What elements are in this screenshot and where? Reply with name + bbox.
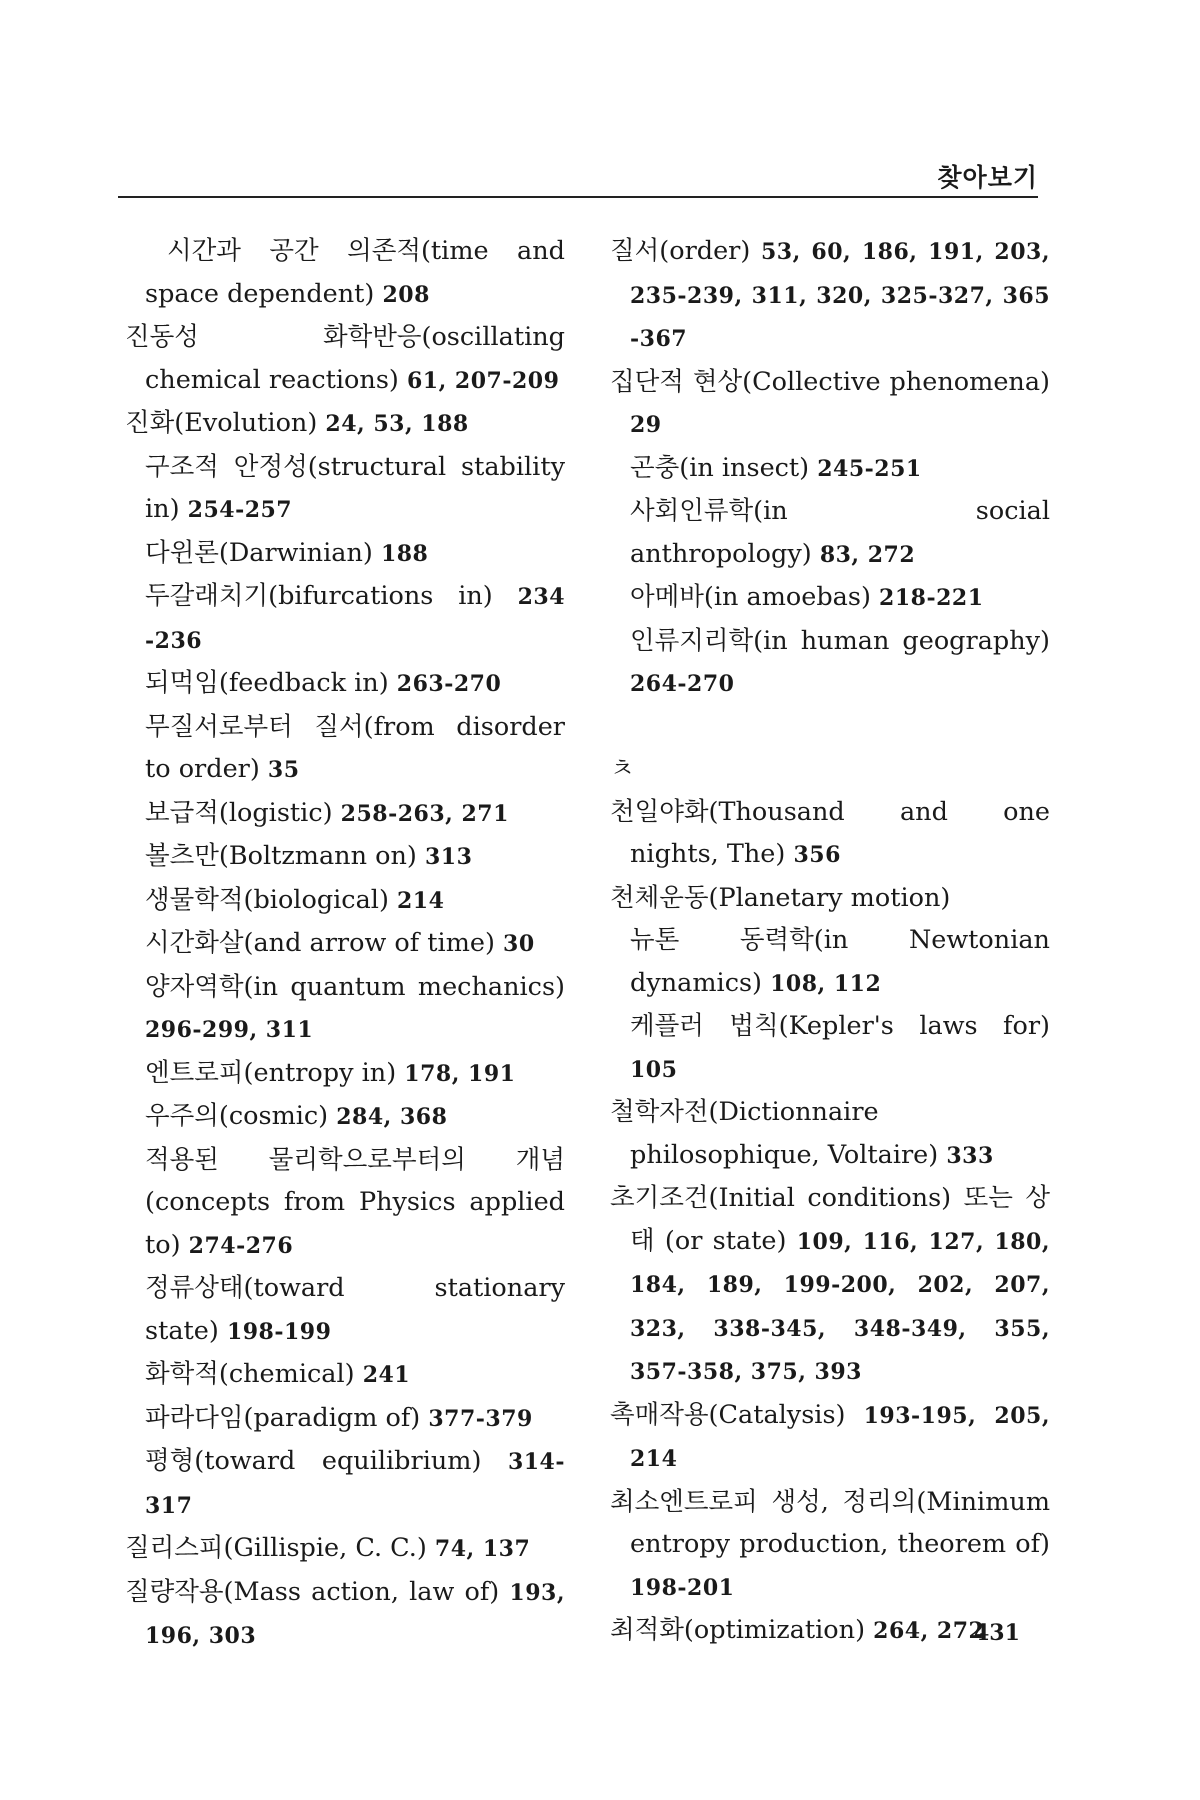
entry-term: 두갈래치기(bifurcations in) xyxy=(145,581,493,611)
entry-pages: 314-317 xyxy=(145,1449,565,1519)
entry-pages: 296-299, 311 xyxy=(145,1017,314,1043)
index-entry xyxy=(125,662,565,706)
index-entry xyxy=(125,1571,565,1658)
index-entry xyxy=(610,1005,1050,1091)
entry-pages: 53, 60, 186, 191, 203, 235-239, 311, 320, 325-327, 365 -367 xyxy=(630,239,1050,352)
entry-pages: 198-199 xyxy=(226,1318,332,1345)
entry-pages: 105 xyxy=(630,1056,678,1083)
index-entry xyxy=(125,1095,565,1139)
entry-pages: 263-270 xyxy=(396,671,502,697)
entry-term: 촉매작용(Catalysis) xyxy=(610,1399,846,1430)
running-head: 찾아보기 xyxy=(937,163,1038,192)
index-entry xyxy=(125,532,565,576)
entry-term: 질리스피(Gillispie, C. C.) xyxy=(125,1533,427,1563)
index-entry xyxy=(610,919,1050,1005)
entry-pages: 188 xyxy=(380,540,429,567)
entry-pages: 74, 137 xyxy=(434,1536,531,1562)
entry-pages: 30 xyxy=(503,931,535,957)
entry-pages: 24, 53, 188 xyxy=(325,411,469,437)
entry-pages: 284, 368 xyxy=(336,1104,448,1130)
entry-pages: 208 xyxy=(382,281,430,308)
index-entry xyxy=(125,230,565,316)
entry-pages: 178, 191 xyxy=(404,1060,516,1087)
entry-pages: 254-257 xyxy=(187,497,293,523)
entry-term: 파라다임(paradigm of) xyxy=(145,1402,421,1433)
entry-pages: 61, 207-209 xyxy=(406,367,560,394)
section-letter: ㅊ xyxy=(610,754,635,784)
entry-term: 초기조건(Initial conditions) 또는 상태 (or state) xyxy=(610,1183,1050,1256)
entry-pages: 313 xyxy=(424,844,473,870)
entry-pages: 356 xyxy=(793,842,841,868)
entry-term: 다윈론(Darwinian) xyxy=(145,537,373,568)
index-entry xyxy=(610,620,1050,706)
entry-term: 진동성 화학반응(oscillating chemical reactions) xyxy=(125,322,565,395)
entry-term: 정류상태(toward stationary state) xyxy=(145,1273,565,1346)
entry-term: 질량작용(Mass action, law of) xyxy=(125,1576,500,1607)
entry-pages: 218-221 xyxy=(879,585,984,611)
index-entry xyxy=(125,402,565,446)
index-entry xyxy=(610,230,1050,361)
entry-term: 케플러 법칙(Kepler's laws for) xyxy=(630,1011,1050,1041)
index-entry xyxy=(125,446,565,532)
entry-term: 양자역학(in quantum mechanics) xyxy=(145,971,565,1002)
entry-term: 진화(Evolution) xyxy=(125,408,318,438)
entry-term: 볼츠만(Boltzmann on) xyxy=(145,841,417,871)
entry-pages: 109, 116, 127, 180, 184, 189, 199-200, 202, 207, 323, 338-345, 348-349, 355, 357-358, 375, 393 xyxy=(630,1228,1050,1385)
index-entry xyxy=(125,922,565,966)
entry-pages: 35 xyxy=(267,757,300,783)
index-entry xyxy=(125,1267,565,1353)
index-entry xyxy=(125,792,565,836)
entry-pages: 274-276 xyxy=(188,1232,294,1259)
index-entry xyxy=(125,706,565,792)
entry-term: 무질서로부터 질서(from disorder to order) xyxy=(145,711,565,784)
entry-term: 생물학적(biological) xyxy=(145,884,389,915)
entry-pages: 264-270 xyxy=(630,671,735,697)
index-entry xyxy=(125,1527,565,1571)
index-entry xyxy=(610,1091,1050,1177)
index-column-right xyxy=(610,230,1050,1653)
entry-term: 적용된 물리학으로부터의 개념(concepts from Physics applied to) xyxy=(145,1144,565,1260)
index-entry xyxy=(125,1440,565,1527)
entry-term: 최소엔트로피 생성, 정리의(Minimum entropy production, theorem of) xyxy=(610,1486,1050,1559)
entry-term: 천일야화(Thousand and one nights, The) xyxy=(610,796,1050,869)
index-entry xyxy=(610,1394,1050,1481)
page-number: 431 xyxy=(974,1620,1020,1646)
entry-term: 질서(order) xyxy=(610,236,751,266)
header-rule xyxy=(118,196,1038,198)
index-entry xyxy=(125,879,565,923)
entry-term: 뉴톤 동력학(in Newtonian dynamics) xyxy=(630,925,1050,998)
entry-term: 되먹임(feedback in) xyxy=(145,668,389,698)
entry-term: 천체운동(Planetary motion) xyxy=(610,882,951,913)
index-entry xyxy=(125,1139,565,1268)
index-entry xyxy=(125,575,565,662)
index-column-left xyxy=(125,230,565,1658)
entry-term: 집단적 현상(Collective phenomena) xyxy=(610,366,1050,397)
entry-pages: 214 xyxy=(397,887,445,914)
entry-pages: 193, 196, 303 xyxy=(145,1579,565,1649)
index-entry xyxy=(610,791,1050,877)
entry-pages: 108, 112 xyxy=(770,970,882,997)
entry-pages: 241 xyxy=(362,1362,411,1388)
entry-term: 화학적(chemical) xyxy=(145,1359,355,1389)
index-entry xyxy=(125,1353,565,1397)
blank-line xyxy=(610,706,1050,749)
index-entry xyxy=(610,490,1050,576)
entry-term: 구조적 안정성(structural stability in) xyxy=(145,451,565,524)
index-entry xyxy=(125,1052,565,1096)
entry-pages: 234 -236 xyxy=(145,584,566,654)
entry-term: 아메바(in amoebas) xyxy=(630,582,871,612)
index-entry xyxy=(125,1397,565,1441)
index-entry xyxy=(125,835,565,879)
entry-term: 사회인류학(in social anthropology) xyxy=(630,496,1050,569)
index-entry xyxy=(610,447,1050,491)
entry-pages: 333 xyxy=(946,1142,994,1169)
entry-term: 최적화(optimization) xyxy=(610,1615,866,1645)
entry-term: 철학자전(Dictionnaire philosophique, Voltaire) xyxy=(610,1097,939,1170)
entry-term: 곤충(in insect) xyxy=(630,452,810,483)
index-entry xyxy=(125,316,565,402)
index-entry xyxy=(610,576,1050,620)
index-entry xyxy=(610,1481,1050,1610)
entry-pages: 264, 272 xyxy=(873,1618,985,1644)
entry-term: 시간과 공간 의존적(time and space dependent) xyxy=(145,236,565,309)
entry-term: 보급적(logistic) xyxy=(145,797,333,828)
entry-pages: 29 xyxy=(630,412,662,438)
index-entry xyxy=(610,1177,1050,1394)
entry-term: 엔트로피(entropy in) xyxy=(145,1057,397,1088)
index-entry xyxy=(125,966,565,1052)
entry-pages: 377-379 xyxy=(428,1405,533,1432)
entry-term: 시간화살(and arrow of time) xyxy=(145,928,495,958)
entry-term: 인류지리학(in human geography) xyxy=(630,625,1050,656)
index-entry xyxy=(610,877,1050,920)
index-entry xyxy=(610,361,1050,447)
entry-pages: 258-263, 271 xyxy=(340,800,509,827)
entry-pages: 83, 272 xyxy=(819,541,916,568)
entry-pages: 198-201 xyxy=(630,1574,735,1601)
entry-pages: 245-251 xyxy=(817,455,922,482)
entry-term: 평형(toward equilibrium) xyxy=(145,1446,482,1476)
entry-pages: 193-195, 205, 214 xyxy=(630,1402,1050,1472)
entry-term: 우주의(cosmic) xyxy=(145,1101,329,1131)
